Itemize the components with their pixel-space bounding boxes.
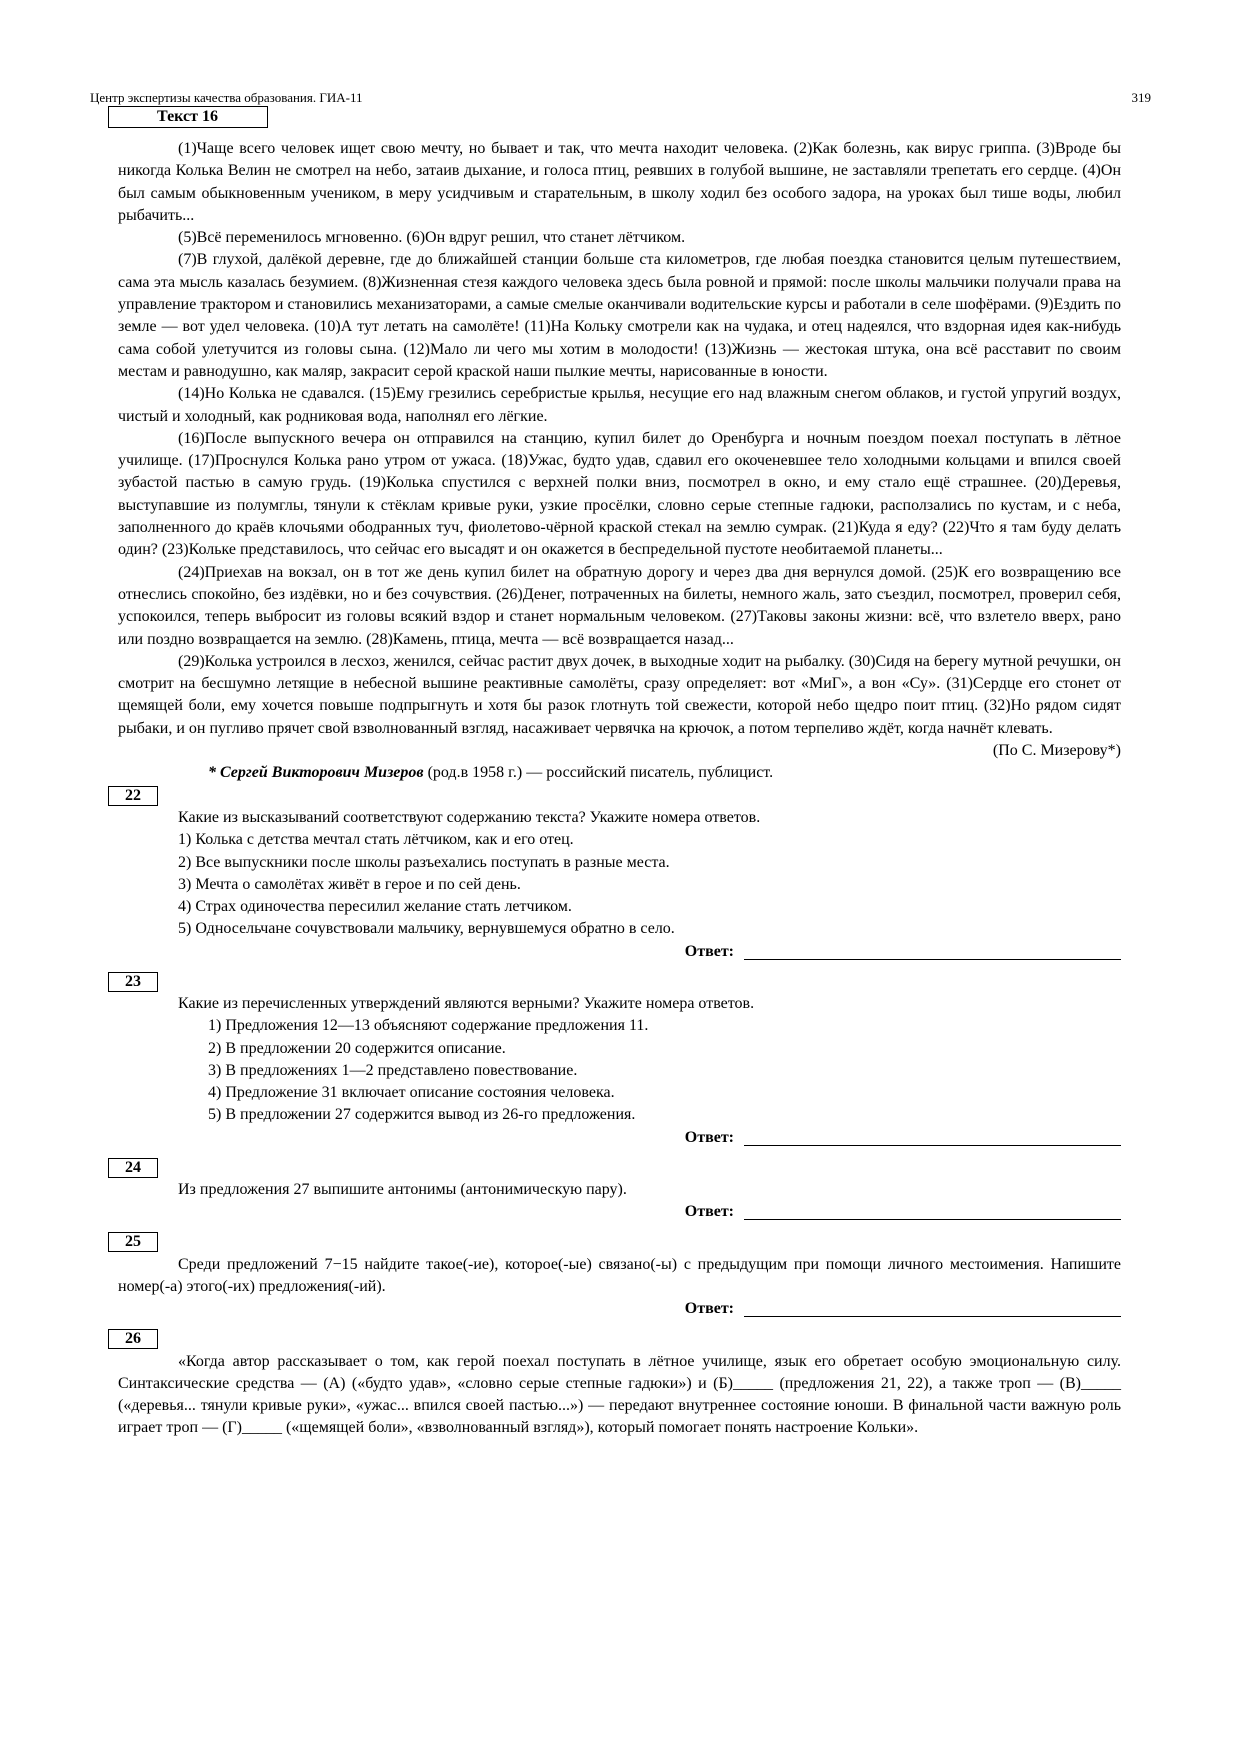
footnote-author-name: * Сергей Викторович Мизеров: [208, 764, 424, 782]
answer-row: [118, 1298, 1121, 1320]
text-title: Текст 16: [108, 106, 268, 128]
page-header: [90, 90, 1151, 106]
task-24: [118, 1157, 1121, 1224]
answer-field[interactable]: [744, 958, 1121, 960]
answer-label: Ответ:: [684, 1128, 734, 1146]
task-option: 1) Предложения 12—13 объясняют содержание предложения 11.: [208, 1017, 649, 1035]
source-attribution: (По С. Мизерову*): [992, 742, 1121, 760]
paragraph: (1)Чаще всего человек ищет свою мечту, но бывает и так, что мечта находит человека. (2)Как болезнь, как вирус гриппа. (3)Вроде бы никогда Колька Велин не смотрел на небо, затаив дыхание, и голоса птиц, реявших в голубой вышине, не заставляли трепетать его сердце. (4)Он был самым обыкновенным учеником, в меру усидчивым и старательным, в школу ходил без особого задора, на уроках был тише воды, любил рыбачить...: [118, 140, 1121, 224]
answer-field[interactable]: [744, 1144, 1121, 1146]
answer-label: Ответ:: [684, 1300, 734, 1318]
paragraph: (29)Колька устроился в лесхоз, женился, сейчас растит двух дочек, в выходные ходит на рыбалку. (30)Сидя на берегу мутной речушки, он смотрит на бесшумно летящие в небесной вышине реактивные самолёты, сразу определяет: вот «МиГ», а вон «Су». (31)Сердце его стонет от щемящей боли, ему хочется повыше подпрыгнуть и хотя бы разок глотнуть той свежести, которой небо щедро поит птиц. (32)Но рядом сидят рыбаки, и он пугливо прячет свой взволнованный взгляд, насаживает червячка на крючок, а потом терпеливо ждёт, когда начнёт клевать.: [118, 652, 1121, 737]
task-22: [118, 785, 1121, 963]
task-option: 3) В предложениях 1—2 представлено повествование.: [208, 1061, 578, 1079]
answer-field[interactable]: [744, 1218, 1121, 1220]
task-25: [118, 1231, 1121, 1320]
task-number: 25: [108, 1232, 158, 1252]
task-number: 22: [108, 786, 158, 806]
task-question: «Когда автор рассказывает о том, как герой поехал поступать в лётное училище, язык его обретает особую эмоциональную силу. Синтаксические средства — (А) («будто удав», «словно серые степные гадюки») и (Б)_____ (предложения 21, 22), а также троп — (В)_____ («деревья... тянули кривые руки», «ужас... впился своей пастью...») — передают внутреннее состояние юноши. В финальной части важную роль играет троп — (Г)_____ («щемящей боли», «взволнованный взгляд»), который помогает понять настроение Кольки».: [118, 1352, 1121, 1437]
answer-row: [118, 1127, 1121, 1149]
document-body: [118, 138, 1121, 1440]
task-option: 4) Страх одиночества пересилил желание стать летчиком.: [178, 898, 572, 916]
task-option: 5) В предложении 27 содержится вывод из 26-го предложения.: [208, 1106, 636, 1124]
task-26: [118, 1328, 1121, 1439]
task-option: 4) Предложение 31 включает описание состояния человека.: [208, 1084, 615, 1102]
answer-field[interactable]: [744, 1315, 1121, 1317]
paragraph: (7)В глухой, далёкой деревне, где до ближайшей станции больше ста километров, где любая поездка становится целым путешествием, сама эта мысль казалась безумием. (8)Жизненная стезя каждого человека здесь была ровной и прямой: после школы мальчики получали права на управление трактором и становились механизаторами, а самые смелые оканчивали водительские курсы и работали в селе шофёрами. (9)Ездить по земле — вот удел человека. (10)А тут летать на самолёте! (11)На Кольку смотрели как на чудака, и отец надеялся, что вздорная идея как-нибудь сама собой улетучится из головы сына. (12)Мало ли чего мы хотим в молодости! (13)Жизнь — жестокая штука, она всё расставит по своим местам и равнодушно, как маляр, закрасит серой краской наши пылкие мечты, нарисованные в юности.: [118, 251, 1121, 380]
answer-row: [118, 941, 1121, 963]
task-question: Среди предложений 7−15 найдите такое(-ие), которое(-ые) связано(-ы) с предыдущим при помощи личного местоимения. Напишите номер(-а) этого(-их) предложения(-ий).: [118, 1255, 1121, 1295]
task-question: Какие из перечисленных утверждений являются верными? Укажите номера ответов.: [178, 994, 755, 1012]
task-option: 1) Колька с детства мечтал стать лётчиком, как и его отец.: [178, 831, 574, 849]
task-option: 3) Мечта о самолётах живёт в герое и по сей день.: [178, 875, 521, 893]
page-number: 319: [1131, 90, 1151, 105]
task-option: 2) Все выпускники после школы разъехались поступать в разные места.: [178, 853, 670, 871]
author-footnote: [118, 762, 1121, 784]
answer-row: [118, 1201, 1121, 1223]
task-number: 24: [108, 1158, 158, 1178]
paragraph: (24)Приехав на вокзал, он в тот же день купил билет на обратную дорогу и через два дня вернулся домой. (25)К его возвращению все отнеслись спокойно, без издёвки, но и без сочувствия. (26)Денег, потраченных на билеты, немного жаль, зато съездил, посмотрел, проверил себя, успокоился, теперь выбросит из головы всякий вздор и станет нормальным человеком. (27)Таковы законы жизни: всё, что взлетело вверх, рано или поздно возвращается на землю. (28)Камень, птица, мечта — всё возвращается назад...: [118, 563, 1121, 648]
task-number: 26: [108, 1329, 158, 1349]
footnote-text: (род.в 1958 г.) — российский писатель, публицист.: [423, 764, 774, 782]
task-number: 23: [108, 972, 158, 992]
paragraph: (16)После выпускного вечера он отправился на станцию, купил билет до Оренбурга и ночным поездом поехал поступать в лётное училище. (17)Проснулся Колька рано утром от ужаса. (18)Ужас, будто удав, сдавил его окоченевшее тело холодными кольцами и впился своей зубастой пастью в самую грудь. (19)Колька спустился с верхней полки вниз, посмотрел в окно, и ему стало ещё страшнее. (20)Деревья, выступавшие из полумглы, тянули к стёклам кривые руки, узкие просёлки, словно серые степные гадюки, расползались по кустам, и с неба, заполненного до краёв клочьями ободранных туч, фиолетово-чёрной краской стекал на землю сумрак. (21)Куда я еду? (22)Что я там буду делать один? (23)Кольке представилось, что сейчас его высадят и он окажется в беспредельной пустоте необитаемой планеты...: [118, 429, 1121, 559]
paragraph: (5)Всё переменилось мгновенно. (6)Он вдруг решил, что станет лётчиком.: [178, 229, 686, 247]
paragraph: (14)Но Колька не сдавался. (15)Ему грезились серебристые крылья, несущие его над влажным снегом облаков, и густой упругий воздух, чистый и холодный, как родниковая вода, наполнял его лёгкие.: [118, 385, 1121, 425]
answer-label: Ответ:: [684, 942, 734, 960]
task-question: Какие из высказываний соответствуют содержанию текста? Укажите номера ответов.: [178, 808, 761, 826]
task-option: 2) В предложении 20 содержится описание.: [208, 1039, 506, 1057]
task-23: [118, 971, 1121, 1149]
task-option: 5) Односельчане сочувствовали мальчику, вернувшемуся обратно в село.: [178, 920, 675, 938]
task-question: Из предложения 27 выпишите антонимы (антонимическую пару).: [178, 1181, 627, 1199]
answer-label: Ответ:: [684, 1203, 734, 1221]
header-org: Центр экспертизы качества образования. ГИА-11: [90, 90, 363, 105]
